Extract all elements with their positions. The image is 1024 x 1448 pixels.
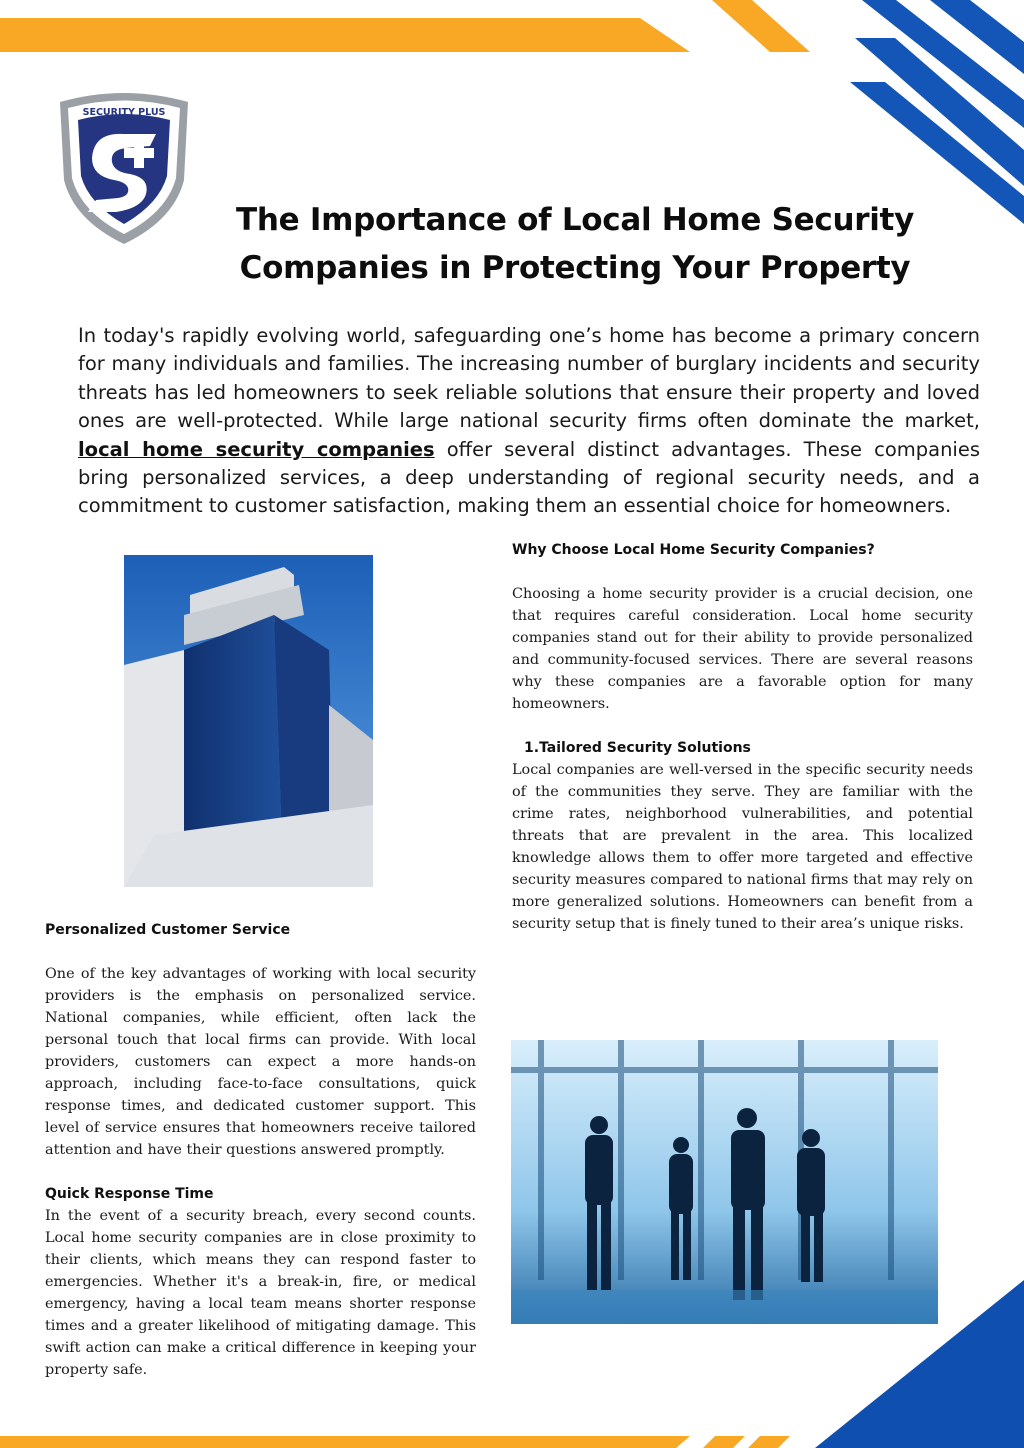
personalized-service-paragraph: One of the key advantages of working with local security providers is the emphasis on personalized service. National companies, while efficient, often lack the personal touch that local firms can provide. With local providers, customers can expect a more hands-on approach, including face-to-face consultations, quick response times, and dedicated customer support. This level of service ensures that homeowners receive tailored attention and have their questions answered promptly. (45, 966, 476, 1158)
office-building-image (124, 555, 373, 887)
page-title (160, 196, 990, 292)
why-choose-heading: Why Choose Local Home Security Companies? (512, 542, 875, 558)
tailored-heading-text: Tailored Security Solutions (539, 740, 751, 756)
list-number: 1. (524, 740, 540, 756)
title-line-2: Companies in Protecting Your Property (239, 250, 911, 286)
quick-response-paragraph: In the event of a security breach, every second counts. Local home security companies are in close proximity to their clients, which means they can respond faster to emergencies. Whether it's a break-in, fire, or medical emergency, having a local team means shorter response times and a greater likelihood of mitigating damage. This swift action can make a critical difference in keeping your property safe. (45, 1208, 476, 1378)
title-line-1: The Importance of Local Home Security (236, 202, 914, 238)
tailored-solutions-heading (512, 737, 973, 759)
why-choose-section (512, 539, 973, 935)
tailored-solutions-paragraph: Local companies are well-versed in the specific security needs of the communities they serve. They are familiar with the crime rates, neighborhood vulnerabilities, and potential threats that are prevalent in the area. This localized knowledge allows them to offer more targeted and effective security measures compared to national firms that may rely on more generalized solutions. Homeowners can benefit from a security setup that is finely tuned to their area’s unique risks. (512, 762, 973, 932)
quick-response-heading: Quick Response Time (45, 1186, 214, 1202)
intro-paragraph (78, 322, 980, 521)
personalized-service-section (45, 919, 476, 1381)
local-home-security-link[interactable]: local home security companies (78, 437, 435, 461)
intro-after-link: offer several distinct advantages. These companies bring personalized services, a deep understanding of regional security needs, and a commitment to customer satisfaction, making them an essential choice for homeowners. (78, 437, 981, 518)
personalized-service-heading: Personalized Customer Service (45, 922, 291, 938)
intro-before-link: In today's rapidly evolving world, safeguarding one’s home has become a primary concern for many individuals and families. The increasing number of burglary incidents and security threats has led homeowners to seek reliable solutions that ensure their property and loved ones are well-protected. While large national security firms often dominate the market, (78, 324, 980, 433)
business-people-image (511, 1040, 938, 1324)
logo-top-text: SECURITY PLUS (82, 107, 166, 118)
why-choose-paragraph: Choosing a home security provider is a crucial decision, one that requires careful consideration. Local home security companies stand out for their ability to provide personalized and community-focused services. There are several reasons why these companies are a favorable option for many homeowners. (512, 586, 973, 712)
